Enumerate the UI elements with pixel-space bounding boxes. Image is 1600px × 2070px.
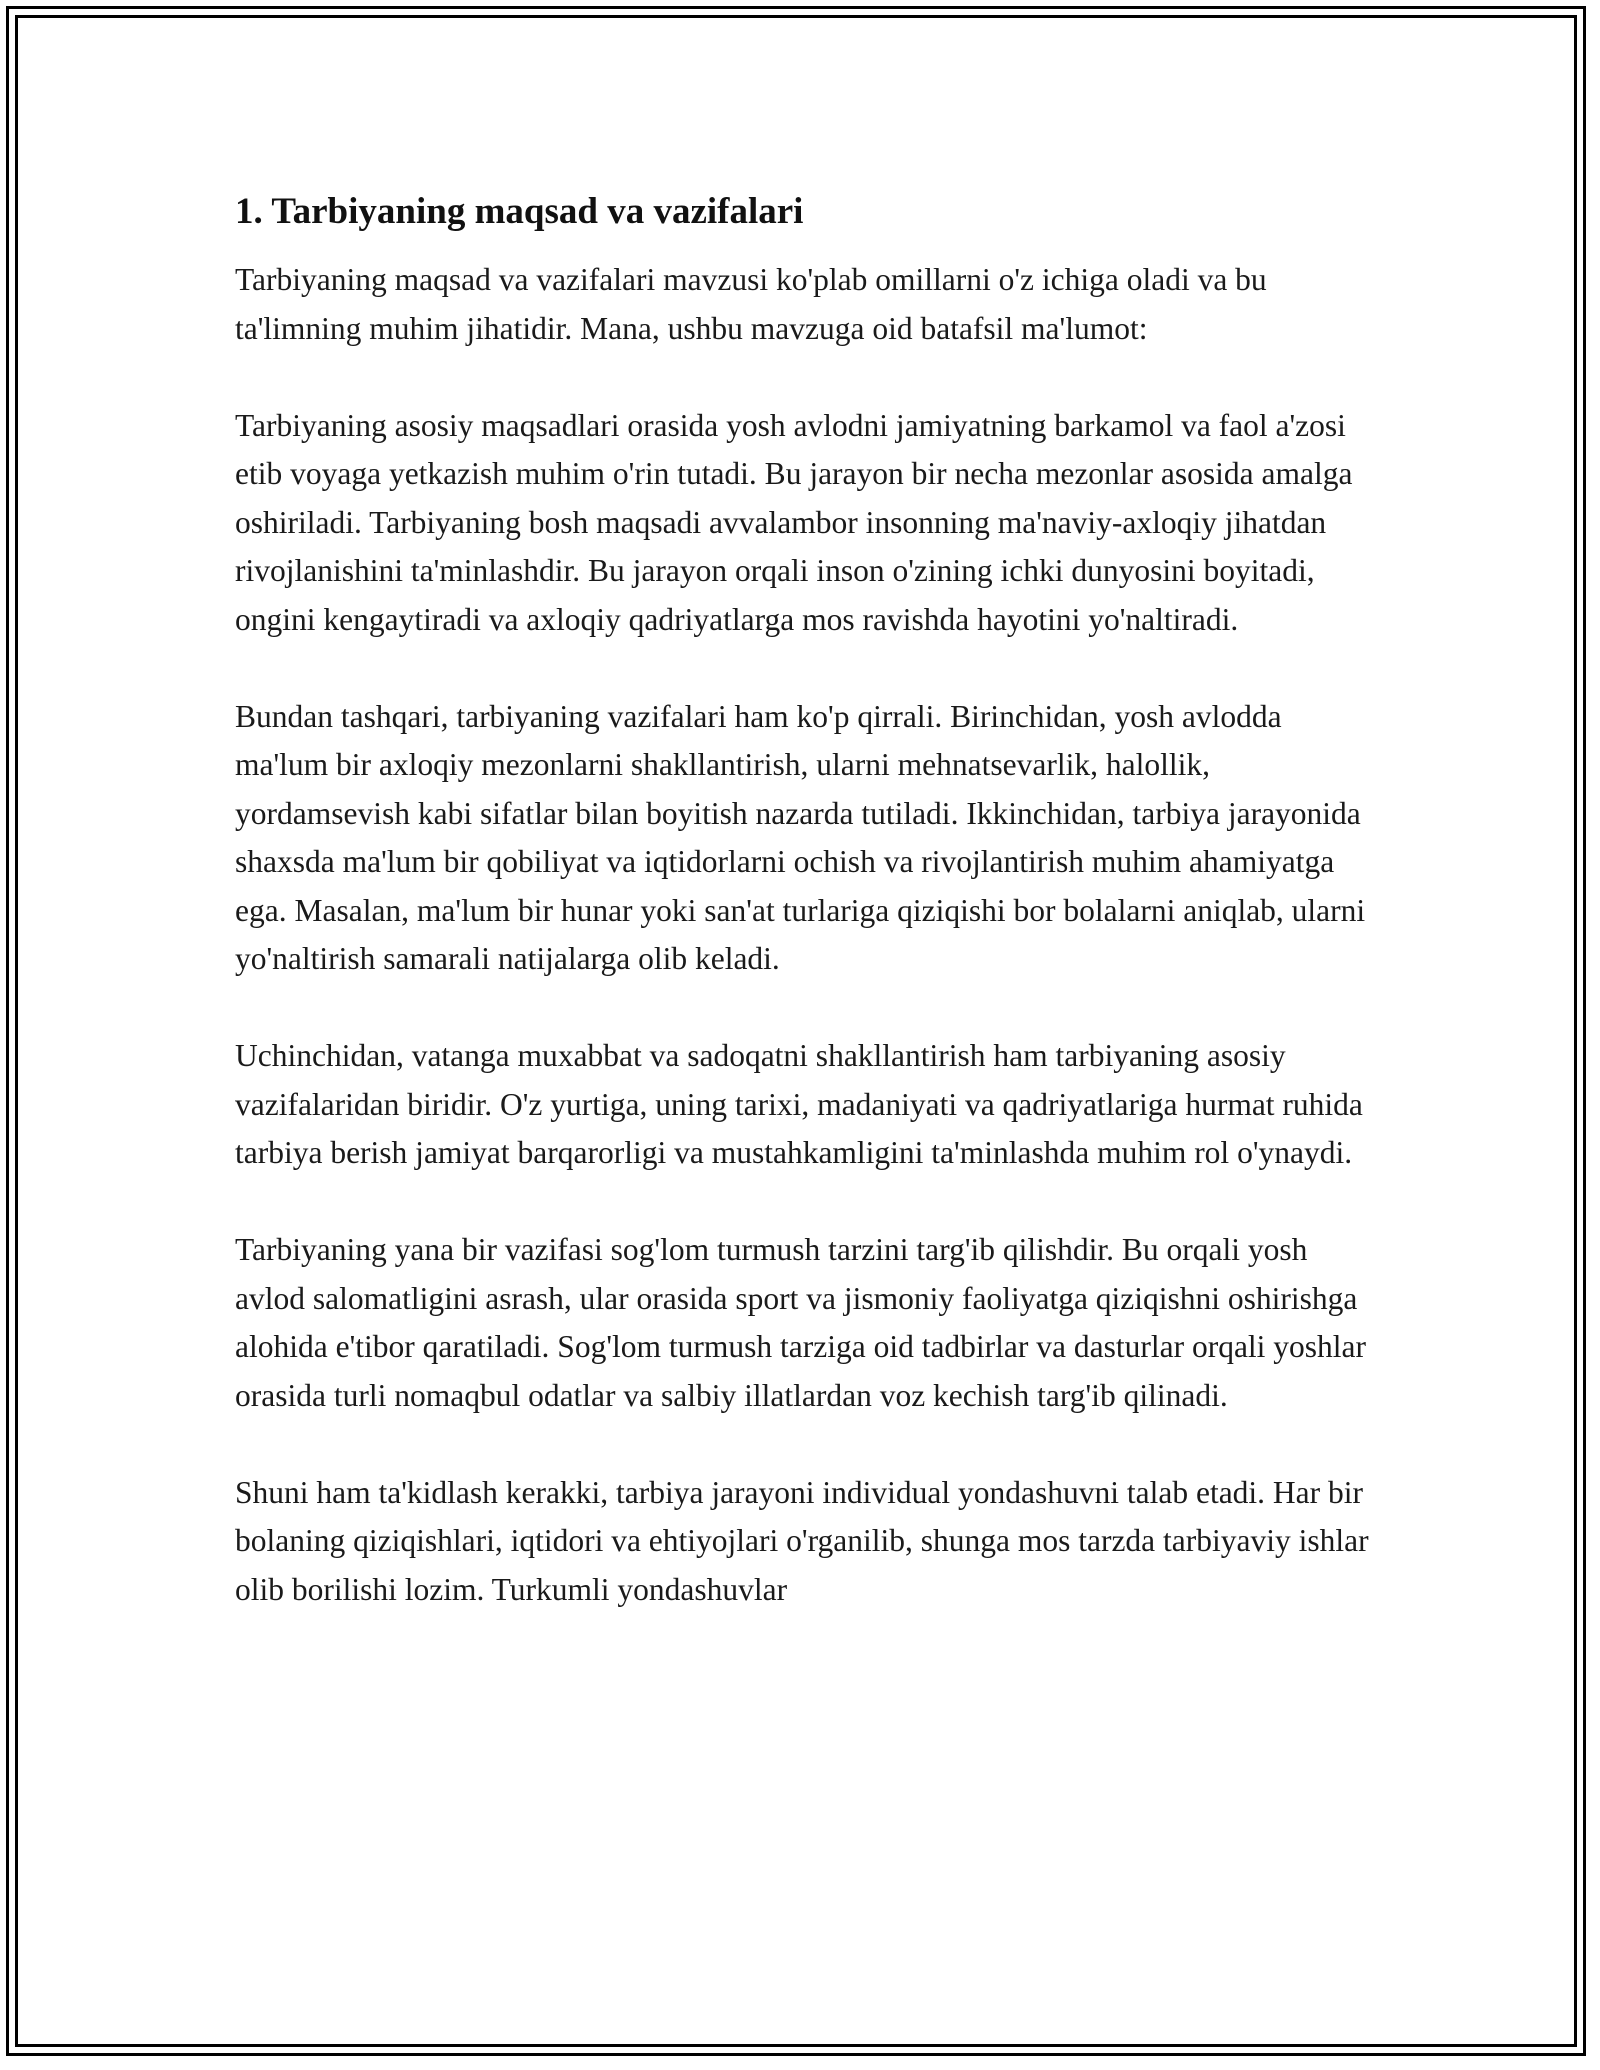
section-heading: 1. Tarbiyaning maqsad va vazifalari bbox=[235, 191, 804, 232]
document-body bbox=[235, 188, 1375, 1614]
paragraph-main-goals: Tarbiyaning asosiy maqsadlari orasida yosh avlodni jamiyatning barkamol va faol a'zosi etib voyaga yetkazish muhim o'rin tutadi. Bu jarayon bir necha mezonlar asosida amalga oshiriladi. Tarbiyaning bosh maqsadi avvalambor insonning ma'naviy-axloqiy jihatdan rivojlanishini ta'minlashdir. Bu jarayon orqali inson o'zining ichki dunyosini boyitadi, ongini kengaytiradi va axloqiy qadriyatlarga mos ravishda hayotini yo'naltiradi. bbox=[235, 407, 1353, 637]
paragraph-healthy-lifestyle: Tarbiyaning yana bir vazifasi sog'lom turmush tarzini targ'ib qilishdir. Bu orqali yosh avlod salomatligini asrash, ular orasida sport va jismoniy faoliyatga qiziqishni oshirishga alohida e'tibor qaratiladi. Sog'lom turmush tarziga oid tadbirlar va dasturlar orqali yoshlar orasida turli nomaqbul odatlar va salbiy illatlardan voz kechish targ'ib qilinadi. bbox=[235, 1232, 1367, 1413]
paragraph-individual-approach: Shuni ham ta'kidlash kerakki, tarbiya jarayoni individual yondashuvni talab etadi. Har bir bolaning qiziqishlari, iqtidori va ehtiyojlari o'rganilib, shunga mos tarzda tarbiyaviy ishlar olib borilishi lozim. Turkumli yondashuvlar bbox=[235, 1474, 1369, 1607]
paragraph-intro: Tarbiyaning maqsad va vazifalari mavzusi ko'plab omillarni o'z ichiga oladi va bu ta'limning muhim jihatidir. Mana, ushbu mavzuga oid batafsil ma'lumot: bbox=[235, 262, 1267, 346]
paragraph-tasks: Bundan tashqari, tarbiyaning vazifalari ham ko'p qirrali. Birinchidan, yosh avlodda ma'lum bir axloqiy mezonlarni shakllantirish, ularni mehnatsevarlik, halollik, yordamsevish kabi sifatlar bilan boyitish nazarda tutiladi. Ikkinchidan, tarbiya jarayonida shaxsda ma'lum bir qobiliyat va iqtidorlarni ochish va rivojlantirish muhim ahamiyatga ega. Masalan, ma'lum bir hunar yoki san'at turlariga qiziqishi bor bolalarni aniqlab, ularni yo'naltirish samarali natijalarga olib keladi. bbox=[235, 698, 1366, 976]
paragraph-patriotism: Uchinchidan, vatanga muxabbat va sadoqatni shakllantirish ham tarbiyaning asosiy vazifalaridan biridir. O'z yurtiga, uning tarixi, madaniyati va qadriyatlariga hurmat ruhida tarbiya berish jamiyat barqarorligi va mustahkamligini ta'minlashda muhim rol o'ynaydi. bbox=[235, 1038, 1363, 1170]
